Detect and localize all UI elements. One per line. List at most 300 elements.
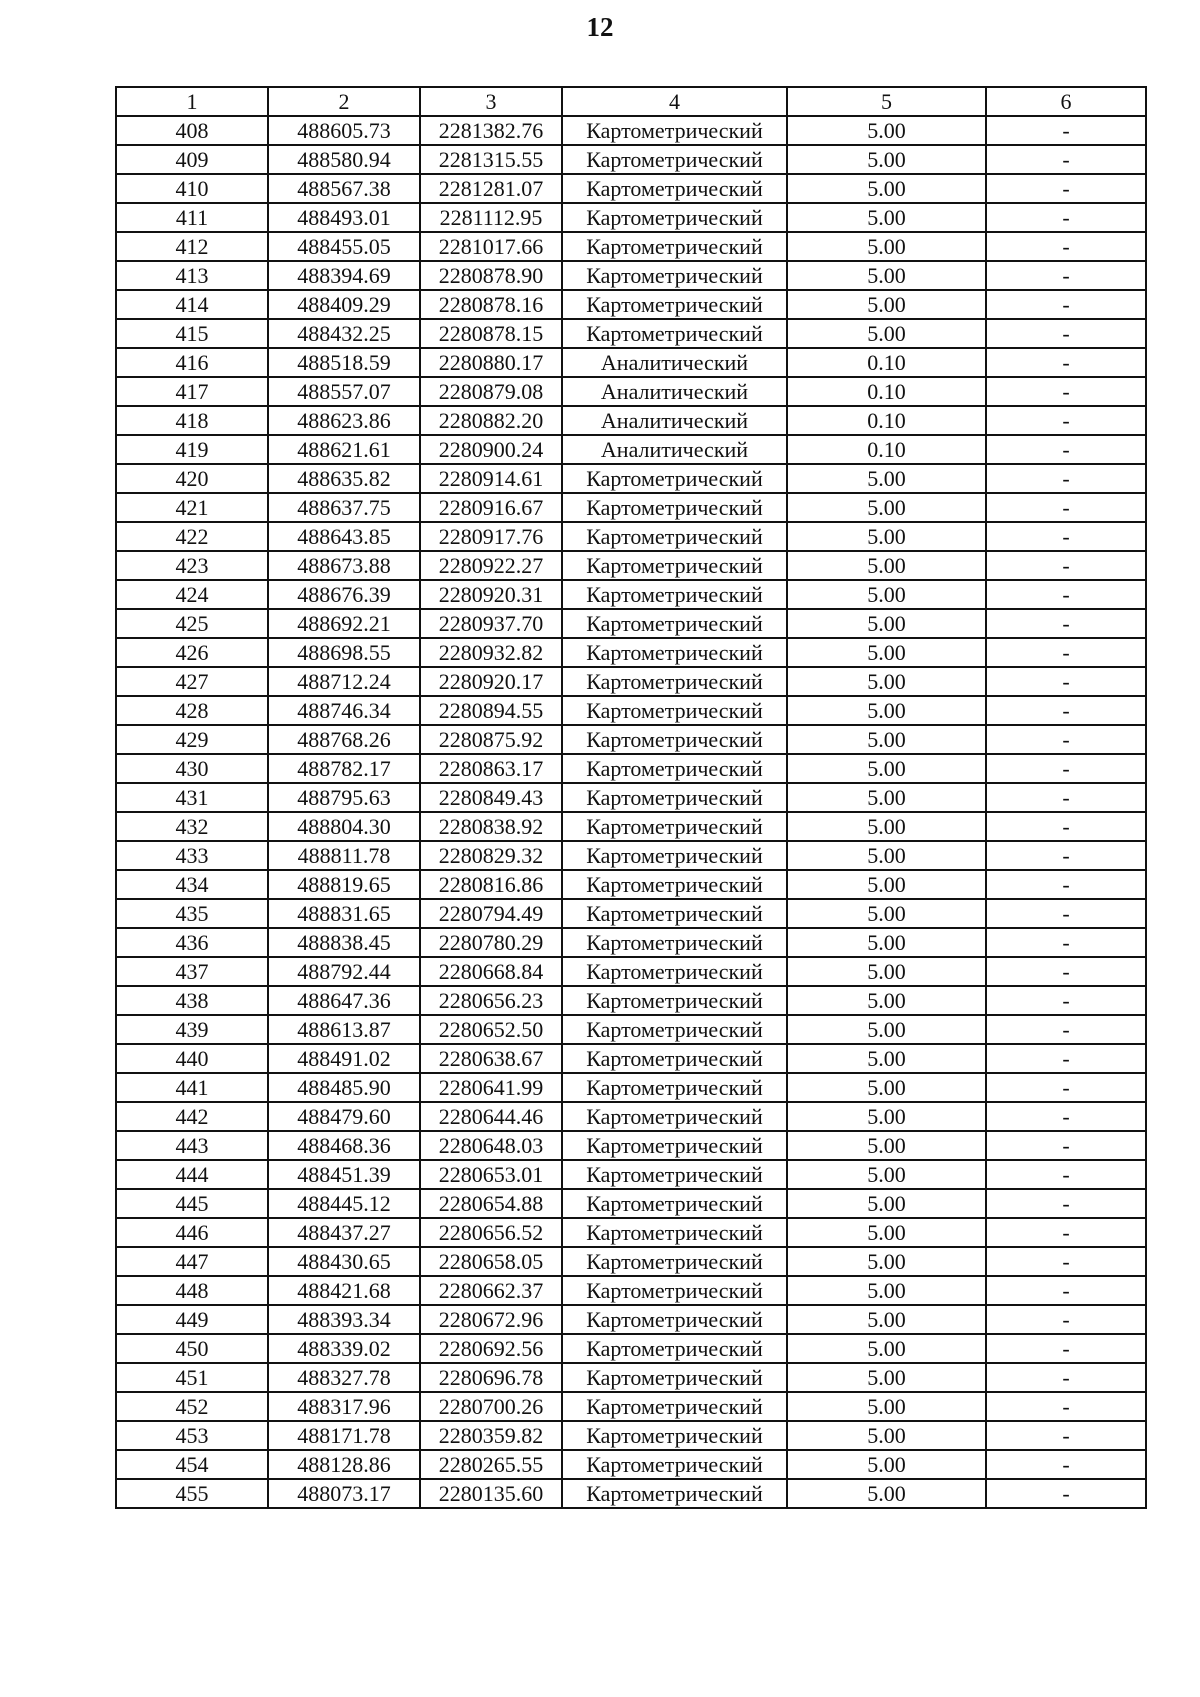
cell-accuracy: 0.10	[787, 435, 986, 464]
cell-accuracy: 5.00	[787, 290, 986, 319]
cell-point-number: 422	[116, 522, 268, 551]
cell-x-coordinate: 488623.86	[268, 406, 420, 435]
cell-accuracy: 5.00	[787, 609, 986, 638]
cell-method: Картометрический	[562, 1305, 787, 1334]
table-body	[116, 116, 1146, 1508]
cell-y-coordinate: 2280794.49	[420, 899, 562, 928]
cell-note: -	[986, 1015, 1146, 1044]
cell-accuracy: 5.00	[787, 145, 986, 174]
cell-note: -	[986, 290, 1146, 319]
cell-point-number: 440	[116, 1044, 268, 1073]
cell-y-coordinate: 2280780.29	[420, 928, 562, 957]
cell-note: -	[986, 406, 1146, 435]
cell-accuracy: 5.00	[787, 580, 986, 609]
cell-note: -	[986, 145, 1146, 174]
table-row	[116, 1334, 1146, 1363]
cell-x-coordinate: 488643.85	[268, 522, 420, 551]
cell-note: -	[986, 261, 1146, 290]
cell-accuracy: 5.00	[787, 754, 986, 783]
cell-note: -	[986, 725, 1146, 754]
table-row	[116, 1392, 1146, 1421]
cell-x-coordinate: 488621.61	[268, 435, 420, 464]
cell-y-coordinate: 2280816.86	[420, 870, 562, 899]
cell-y-coordinate: 2280875.92	[420, 725, 562, 754]
cell-point-number: 420	[116, 464, 268, 493]
cell-point-number: 413	[116, 261, 268, 290]
cell-y-coordinate: 2280692.56	[420, 1334, 562, 1363]
cell-accuracy: 5.00	[787, 1189, 986, 1218]
page-number: 12	[586, 12, 614, 42]
cell-accuracy: 5.00	[787, 1131, 986, 1160]
cell-point-number: 435	[116, 899, 268, 928]
cell-method: Картометрический	[562, 1073, 787, 1102]
cell-note: -	[986, 1073, 1146, 1102]
table-row	[116, 986, 1146, 1015]
table-row	[116, 493, 1146, 522]
cell-point-number: 414	[116, 290, 268, 319]
cell-x-coordinate: 488647.36	[268, 986, 420, 1015]
column-header: 5	[787, 87, 986, 116]
cell-note: -	[986, 1276, 1146, 1305]
cell-y-coordinate: 2280653.01	[420, 1160, 562, 1189]
table-row	[116, 1073, 1146, 1102]
cell-method: Картометрический	[562, 1421, 787, 1450]
cell-x-coordinate: 488804.30	[268, 812, 420, 841]
cell-point-number: 415	[116, 319, 268, 348]
table-row	[116, 870, 1146, 899]
table-row	[116, 609, 1146, 638]
cell-method: Картометрический	[562, 1189, 787, 1218]
cell-y-coordinate: 2281281.07	[420, 174, 562, 203]
cell-method: Картометрический	[562, 1160, 787, 1189]
cell-point-number: 416	[116, 348, 268, 377]
table-row	[116, 957, 1146, 986]
cell-note: -	[986, 203, 1146, 232]
cell-x-coordinate: 488637.75	[268, 493, 420, 522]
table-row	[116, 1363, 1146, 1392]
cell-accuracy: 5.00	[787, 957, 986, 986]
cell-method: Картометрический	[562, 870, 787, 899]
cell-x-coordinate: 488339.02	[268, 1334, 420, 1363]
cell-point-number: 450	[116, 1334, 268, 1363]
cell-note: -	[986, 1363, 1146, 1392]
cell-method: Картометрический	[562, 290, 787, 319]
cell-x-coordinate: 488676.39	[268, 580, 420, 609]
cell-note: -	[986, 1450, 1146, 1479]
table-row	[116, 725, 1146, 754]
cell-x-coordinate: 488451.39	[268, 1160, 420, 1189]
cell-note: -	[986, 1305, 1146, 1334]
cell-accuracy: 5.00	[787, 638, 986, 667]
cell-accuracy: 5.00	[787, 1247, 986, 1276]
table-row	[116, 812, 1146, 841]
cell-point-number: 447	[116, 1247, 268, 1276]
cell-method: Картометрический	[562, 1131, 787, 1160]
cell-y-coordinate: 2280265.55	[420, 1450, 562, 1479]
cell-x-coordinate: 488580.94	[268, 145, 420, 174]
cell-x-coordinate: 488485.90	[268, 1073, 420, 1102]
table-row	[116, 319, 1146, 348]
cell-method: Картометрический	[562, 174, 787, 203]
cell-method: Картометрический	[562, 696, 787, 725]
cell-method: Картометрический	[562, 928, 787, 957]
cell-note: -	[986, 1334, 1146, 1363]
cell-x-coordinate: 488746.34	[268, 696, 420, 725]
cell-y-coordinate: 2280829.32	[420, 841, 562, 870]
cell-y-coordinate: 2280879.08	[420, 377, 562, 406]
table-row	[116, 783, 1146, 812]
cell-x-coordinate: 488838.45	[268, 928, 420, 957]
cell-x-coordinate: 488409.29	[268, 290, 420, 319]
cell-point-number: 427	[116, 667, 268, 696]
cell-method: Картометрический	[562, 609, 787, 638]
cell-method: Картометрический	[562, 319, 787, 348]
cell-x-coordinate: 488430.65	[268, 1247, 420, 1276]
cell-y-coordinate: 2280654.88	[420, 1189, 562, 1218]
cell-note: -	[986, 986, 1146, 1015]
cell-x-coordinate: 488073.17	[268, 1479, 420, 1508]
cell-method: Картометрический	[562, 580, 787, 609]
cell-note: -	[986, 667, 1146, 696]
table-row	[116, 696, 1146, 725]
cell-method: Картометрический	[562, 1334, 787, 1363]
cell-note: -	[986, 1131, 1146, 1160]
cell-point-number: 425	[116, 609, 268, 638]
cell-x-coordinate: 488445.12	[268, 1189, 420, 1218]
cell-accuracy: 5.00	[787, 928, 986, 957]
table-row	[116, 1189, 1146, 1218]
cell-method: Картометрический	[562, 783, 787, 812]
cell-x-coordinate: 488317.96	[268, 1392, 420, 1421]
table-row	[116, 1479, 1146, 1508]
table-row	[116, 261, 1146, 290]
table-row	[116, 348, 1146, 377]
table-row	[116, 1247, 1146, 1276]
cell-method: Картометрический	[562, 1015, 787, 1044]
table-row	[116, 203, 1146, 232]
cell-accuracy: 5.00	[787, 899, 986, 928]
cell-y-coordinate: 2281315.55	[420, 145, 562, 174]
cell-x-coordinate: 488455.05	[268, 232, 420, 261]
cell-x-coordinate: 488613.87	[268, 1015, 420, 1044]
cell-accuracy: 5.00	[787, 319, 986, 348]
cell-y-coordinate: 2280658.05	[420, 1247, 562, 1276]
cell-accuracy: 5.00	[787, 174, 986, 203]
cell-note: -	[986, 1421, 1146, 1450]
cell-point-number: 432	[116, 812, 268, 841]
cell-point-number: 421	[116, 493, 268, 522]
cell-y-coordinate: 2280668.84	[420, 957, 562, 986]
cell-y-coordinate: 2280135.60	[420, 1479, 562, 1508]
cell-y-coordinate: 2280880.17	[420, 348, 562, 377]
cell-method: Аналитический	[562, 406, 787, 435]
cell-point-number: 443	[116, 1131, 268, 1160]
cell-x-coordinate: 488479.60	[268, 1102, 420, 1131]
cell-accuracy: 5.00	[787, 261, 986, 290]
cell-point-number: 433	[116, 841, 268, 870]
table-row	[116, 435, 1146, 464]
table-row	[116, 290, 1146, 319]
cell-point-number: 452	[116, 1392, 268, 1421]
cell-accuracy: 5.00	[787, 696, 986, 725]
cell-point-number: 410	[116, 174, 268, 203]
cell-point-number: 448	[116, 1276, 268, 1305]
table-row	[116, 174, 1146, 203]
table-header-row	[116, 87, 1146, 116]
cell-x-coordinate: 488468.36	[268, 1131, 420, 1160]
cell-x-coordinate: 488493.01	[268, 203, 420, 232]
table-row	[116, 1218, 1146, 1247]
cell-y-coordinate: 2280878.16	[420, 290, 562, 319]
coordinates-table	[115, 86, 1147, 1509]
cell-note: -	[986, 754, 1146, 783]
cell-point-number: 429	[116, 725, 268, 754]
cell-method: Картометрический	[562, 261, 787, 290]
cell-method: Картометрический	[562, 638, 787, 667]
cell-method: Картометрический	[562, 899, 787, 928]
cell-note: -	[986, 928, 1146, 957]
cell-accuracy: 5.00	[787, 1421, 986, 1450]
cell-point-number: 412	[116, 232, 268, 261]
cell-accuracy: 5.00	[787, 1450, 986, 1479]
cell-x-coordinate: 488557.07	[268, 377, 420, 406]
table-row	[116, 464, 1146, 493]
cell-accuracy: 5.00	[787, 493, 986, 522]
cell-method: Картометрический	[562, 1450, 787, 1479]
cell-accuracy: 5.00	[787, 232, 986, 261]
cell-note: -	[986, 899, 1146, 928]
cell-point-number: 408	[116, 116, 268, 145]
table-row	[116, 1450, 1146, 1479]
cell-method: Картометрический	[562, 1218, 787, 1247]
cell-method: Картометрический	[562, 203, 787, 232]
cell-method: Картометрический	[562, 1479, 787, 1508]
cell-y-coordinate: 2280900.24	[420, 435, 562, 464]
cell-x-coordinate: 488432.25	[268, 319, 420, 348]
cell-accuracy: 5.00	[787, 870, 986, 899]
column-header: 4	[562, 87, 787, 116]
cell-accuracy: 5.00	[787, 551, 986, 580]
cell-note: -	[986, 551, 1146, 580]
cell-y-coordinate: 2280937.70	[420, 609, 562, 638]
cell-method: Картометрический	[562, 1044, 787, 1073]
cell-x-coordinate: 488421.68	[268, 1276, 420, 1305]
cell-accuracy: 5.00	[787, 203, 986, 232]
table-row	[116, 406, 1146, 435]
table-row	[116, 145, 1146, 174]
cell-point-number: 446	[116, 1218, 268, 1247]
cell-method: Аналитический	[562, 435, 787, 464]
cell-point-number: 439	[116, 1015, 268, 1044]
cell-note: -	[986, 522, 1146, 551]
cell-y-coordinate: 2280920.31	[420, 580, 562, 609]
cell-y-coordinate: 2280644.46	[420, 1102, 562, 1131]
cell-note: -	[986, 1102, 1146, 1131]
cell-x-coordinate: 488692.21	[268, 609, 420, 638]
cell-x-coordinate: 488635.82	[268, 464, 420, 493]
cell-note: -	[986, 783, 1146, 812]
cell-accuracy: 5.00	[787, 1276, 986, 1305]
cell-note: -	[986, 841, 1146, 870]
cell-note: -	[986, 348, 1146, 377]
cell-accuracy: 5.00	[787, 1305, 986, 1334]
cell-note: -	[986, 1044, 1146, 1073]
cell-x-coordinate: 488518.59	[268, 348, 420, 377]
cell-note: -	[986, 957, 1146, 986]
table-row	[116, 638, 1146, 667]
table-row	[116, 232, 1146, 261]
cell-point-number: 424	[116, 580, 268, 609]
cell-note: -	[986, 580, 1146, 609]
cell-x-coordinate: 488792.44	[268, 957, 420, 986]
cell-point-number: 454	[116, 1450, 268, 1479]
column-header: 3	[420, 87, 562, 116]
cell-point-number: 430	[116, 754, 268, 783]
cell-y-coordinate: 2280917.76	[420, 522, 562, 551]
table-row	[116, 1421, 1146, 1450]
cell-note: -	[986, 174, 1146, 203]
cell-note: -	[986, 493, 1146, 522]
cell-accuracy: 5.00	[787, 522, 986, 551]
cell-note: -	[986, 638, 1146, 667]
cell-method: Картометрический	[562, 957, 787, 986]
cell-method: Картометрический	[562, 1363, 787, 1392]
cell-method: Картометрический	[562, 522, 787, 551]
cell-note: -	[986, 319, 1146, 348]
cell-x-coordinate: 488171.78	[268, 1421, 420, 1450]
cell-point-number: 455	[116, 1479, 268, 1508]
cell-x-coordinate: 488605.73	[268, 116, 420, 145]
cell-point-number: 409	[116, 145, 268, 174]
cell-method: Картометрический	[562, 1276, 787, 1305]
cell-y-coordinate: 2280922.27	[420, 551, 562, 580]
cell-note: -	[986, 812, 1146, 841]
cell-y-coordinate: 2280662.37	[420, 1276, 562, 1305]
cell-note: -	[986, 464, 1146, 493]
table-row	[116, 667, 1146, 696]
cell-accuracy: 5.00	[787, 667, 986, 696]
cell-method: Картометрический	[562, 493, 787, 522]
cell-accuracy: 5.00	[787, 1073, 986, 1102]
cell-method: Картометрический	[562, 667, 787, 696]
cell-point-number: 444	[116, 1160, 268, 1189]
cell-x-coordinate: 488712.24	[268, 667, 420, 696]
cell-method: Картометрический	[562, 1247, 787, 1276]
table-row	[116, 1305, 1146, 1334]
cell-x-coordinate: 488437.27	[268, 1218, 420, 1247]
cell-accuracy: 5.00	[787, 1363, 986, 1392]
cell-x-coordinate: 488567.38	[268, 174, 420, 203]
cell-note: -	[986, 870, 1146, 899]
cell-y-coordinate: 2280894.55	[420, 696, 562, 725]
cell-point-number: 438	[116, 986, 268, 1015]
cell-x-coordinate: 488491.02	[268, 1044, 420, 1073]
cell-y-coordinate: 2280882.20	[420, 406, 562, 435]
cell-y-coordinate: 2280359.82	[420, 1421, 562, 1450]
cell-note: -	[986, 1479, 1146, 1508]
column-header: 1	[116, 87, 268, 116]
cell-method: Картометрический	[562, 841, 787, 870]
cell-accuracy: 5.00	[787, 783, 986, 812]
table-row	[116, 1015, 1146, 1044]
cell-method: Картометрический	[562, 551, 787, 580]
cell-y-coordinate: 2280656.23	[420, 986, 562, 1015]
cell-point-number: 437	[116, 957, 268, 986]
cell-note: -	[986, 1160, 1146, 1189]
cell-y-coordinate: 2280920.17	[420, 667, 562, 696]
cell-y-coordinate: 2281112.95	[420, 203, 562, 232]
cell-accuracy: 5.00	[787, 116, 986, 145]
table-row	[116, 928, 1146, 957]
cell-note: -	[986, 1189, 1146, 1218]
cell-y-coordinate: 2280696.78	[420, 1363, 562, 1392]
cell-point-number: 417	[116, 377, 268, 406]
cell-x-coordinate: 488795.63	[268, 783, 420, 812]
cell-point-number: 426	[116, 638, 268, 667]
cell-y-coordinate: 2280914.61	[420, 464, 562, 493]
cell-accuracy: 5.00	[787, 1044, 986, 1073]
table-row	[116, 754, 1146, 783]
cell-point-number: 431	[116, 783, 268, 812]
cell-x-coordinate: 488327.78	[268, 1363, 420, 1392]
cell-accuracy: 0.10	[787, 348, 986, 377]
column-header: 6	[986, 87, 1146, 116]
cell-y-coordinate: 2280652.50	[420, 1015, 562, 1044]
cell-note: -	[986, 377, 1146, 406]
cell-method: Аналитический	[562, 377, 787, 406]
cell-note: -	[986, 1247, 1146, 1276]
cell-point-number: 449	[116, 1305, 268, 1334]
cell-accuracy: 5.00	[787, 725, 986, 754]
cell-accuracy: 0.10	[787, 406, 986, 435]
cell-method: Картометрический	[562, 1102, 787, 1131]
cell-accuracy: 0.10	[787, 377, 986, 406]
cell-y-coordinate: 2280863.17	[420, 754, 562, 783]
cell-x-coordinate: 488673.88	[268, 551, 420, 580]
cell-y-coordinate: 2280932.82	[420, 638, 562, 667]
cell-note: -	[986, 609, 1146, 638]
cell-x-coordinate: 488698.55	[268, 638, 420, 667]
cell-x-coordinate: 488768.26	[268, 725, 420, 754]
cell-y-coordinate: 2280838.92	[420, 812, 562, 841]
cell-accuracy: 5.00	[787, 1334, 986, 1363]
table-row	[116, 841, 1146, 870]
table-row	[116, 1131, 1146, 1160]
cell-x-coordinate: 488811.78	[268, 841, 420, 870]
cell-accuracy: 5.00	[787, 1479, 986, 1508]
cell-accuracy: 5.00	[787, 1160, 986, 1189]
cell-point-number: 428	[116, 696, 268, 725]
cell-note: -	[986, 435, 1146, 464]
cell-y-coordinate: 2280656.52	[420, 1218, 562, 1247]
cell-method: Картометрический	[562, 1392, 787, 1421]
cell-point-number: 442	[116, 1102, 268, 1131]
table-row	[116, 1276, 1146, 1305]
cell-note: -	[986, 696, 1146, 725]
cell-accuracy: 5.00	[787, 812, 986, 841]
table-row	[116, 1044, 1146, 1073]
table-row	[116, 116, 1146, 145]
cell-accuracy: 5.00	[787, 1218, 986, 1247]
cell-accuracy: 5.00	[787, 841, 986, 870]
cell-y-coordinate: 2281382.76	[420, 116, 562, 145]
cell-method: Картометрический	[562, 232, 787, 261]
table-row	[116, 899, 1146, 928]
cell-method: Аналитический	[562, 348, 787, 377]
cell-accuracy: 5.00	[787, 464, 986, 493]
column-header: 2	[268, 87, 420, 116]
cell-method: Картометрический	[562, 986, 787, 1015]
